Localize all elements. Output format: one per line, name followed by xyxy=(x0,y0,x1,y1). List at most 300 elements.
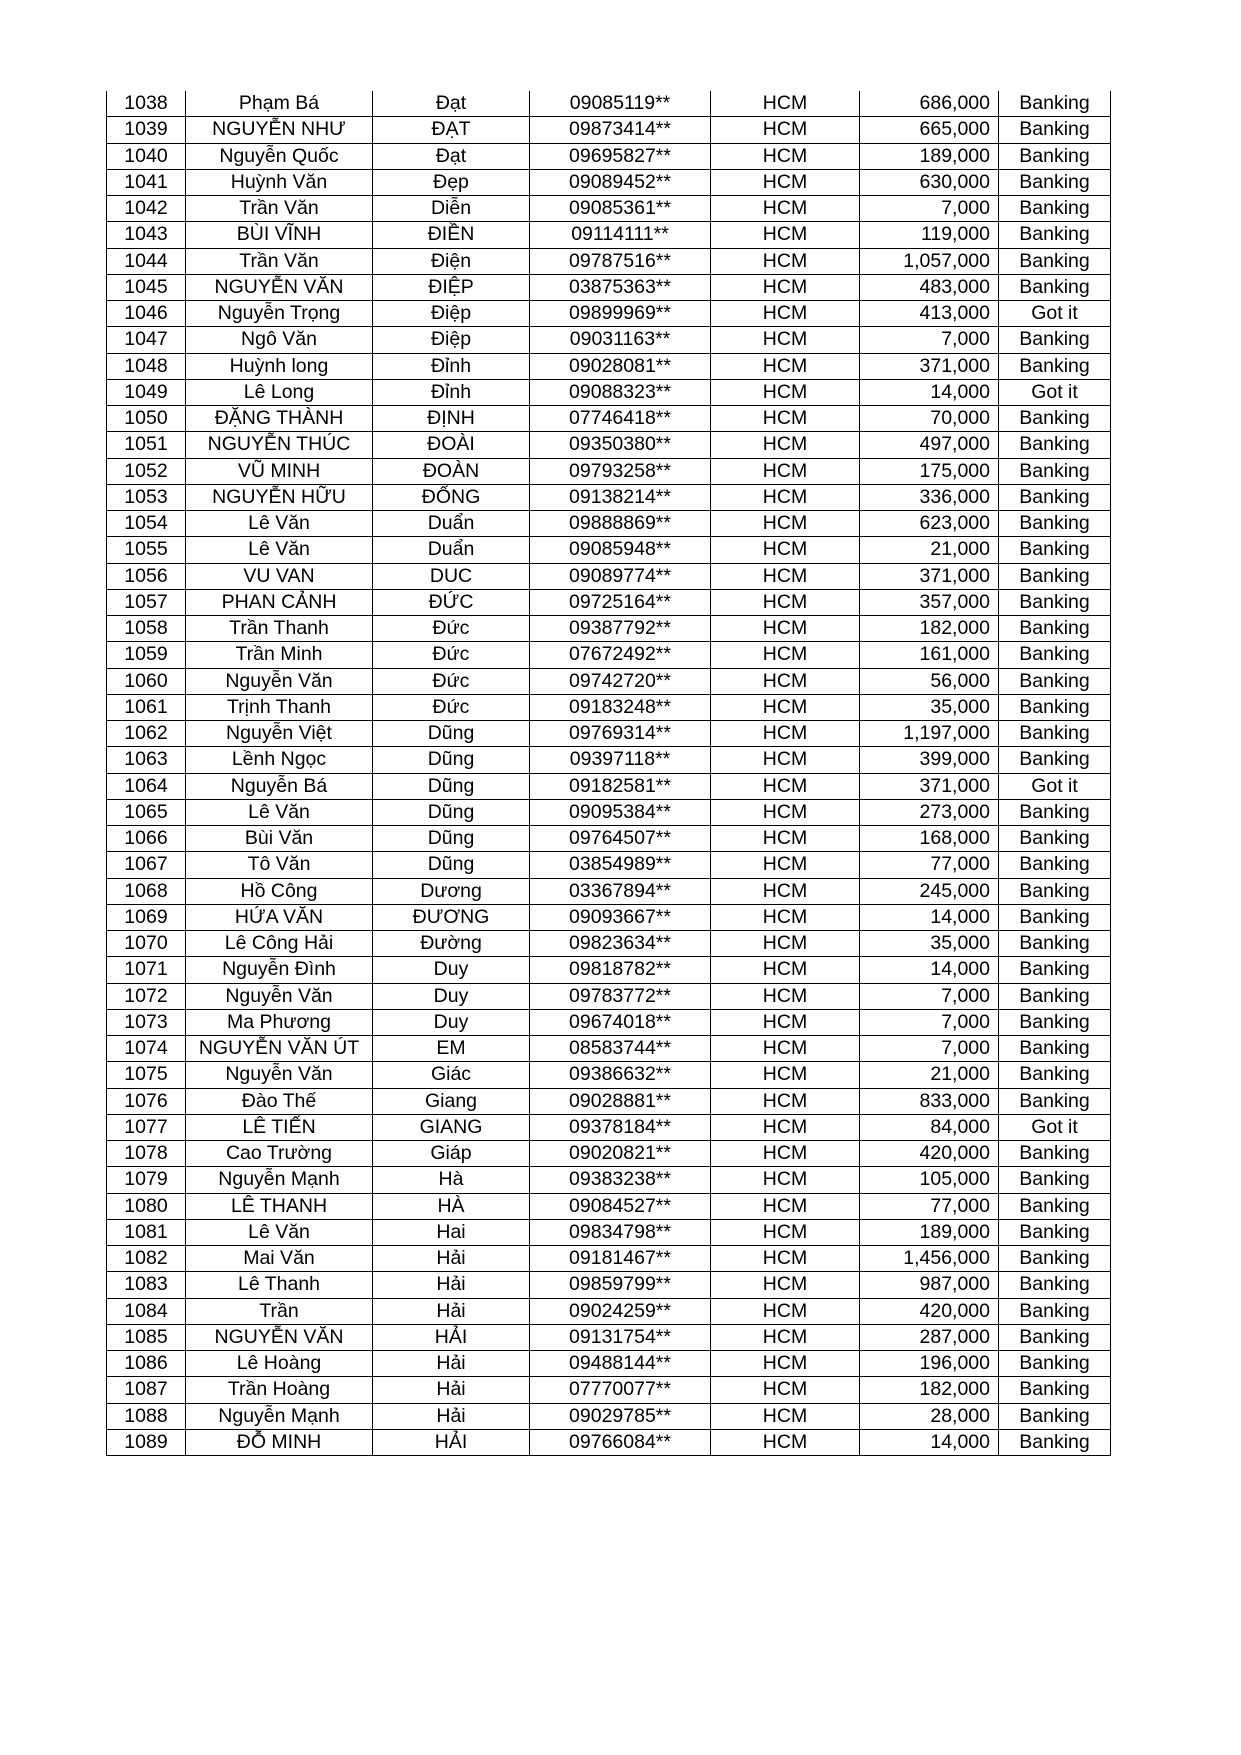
city-cell: HCM xyxy=(711,1193,860,1219)
last-name-cell: Nguyễn Mạnh xyxy=(186,1403,373,1429)
row-id-cell: 1066 xyxy=(107,826,186,852)
phone-cell: 09818782** xyxy=(530,957,711,983)
table-row xyxy=(107,1088,1111,1114)
first-name-cell: EM xyxy=(373,1036,530,1062)
last-name-cell: BÙI VĨNH xyxy=(186,222,373,248)
phone-cell: 09387792** xyxy=(530,616,711,642)
row-id-cell: 1049 xyxy=(107,379,186,405)
amount-cell: 1,057,000 xyxy=(860,248,999,274)
payment-method-cell: Banking xyxy=(999,1193,1111,1219)
last-name-cell: Lê Văn xyxy=(186,1219,373,1245)
city-cell: HCM xyxy=(711,274,860,300)
phone-cell: 09093667** xyxy=(530,904,711,930)
city-cell: HCM xyxy=(711,1219,860,1245)
last-name-cell: NGUYỄN NHƯ xyxy=(186,117,373,143)
table-row xyxy=(107,1351,1111,1377)
last-name-cell: Lềnh Ngọc xyxy=(186,747,373,773)
amount-cell: 665,000 xyxy=(860,117,999,143)
row-id-cell: 1043 xyxy=(107,222,186,248)
city-cell: HCM xyxy=(711,196,860,222)
table-row xyxy=(107,694,1111,720)
first-name-cell: ĐOÀN xyxy=(373,458,530,484)
phone-cell: 09088323** xyxy=(530,379,711,405)
phone-cell: 09873414** xyxy=(530,117,711,143)
payment-method-cell: Banking xyxy=(999,432,1111,458)
amount-cell: 497,000 xyxy=(860,432,999,458)
city-cell: HCM xyxy=(711,616,860,642)
phone-cell: 09769314** xyxy=(530,721,711,747)
phone-cell: 09028881** xyxy=(530,1088,711,1114)
last-name-cell: HỨA VĂN xyxy=(186,904,373,930)
table-row xyxy=(107,1377,1111,1403)
city-cell: HCM xyxy=(711,353,860,379)
phone-cell: 08583744** xyxy=(530,1036,711,1062)
last-name-cell: NGUYỄN VĂN xyxy=(186,274,373,300)
amount-cell: 35,000 xyxy=(860,694,999,720)
row-id-cell: 1070 xyxy=(107,931,186,957)
table-row xyxy=(107,379,1111,405)
last-name-cell: Nguyễn Quốc xyxy=(186,143,373,169)
city-cell: HCM xyxy=(711,1403,860,1429)
row-id-cell: 1040 xyxy=(107,143,186,169)
city-cell: HCM xyxy=(711,143,860,169)
phone-cell: 09764507** xyxy=(530,826,711,852)
amount-cell: 56,000 xyxy=(860,668,999,694)
payment-method-cell: Banking xyxy=(999,983,1111,1009)
table-row xyxy=(107,91,1111,117)
amount-cell: 77,000 xyxy=(860,852,999,878)
phone-cell: 09020821** xyxy=(530,1141,711,1167)
amount-cell: 7,000 xyxy=(860,327,999,353)
city-cell: HCM xyxy=(711,1298,860,1324)
city-cell: HCM xyxy=(711,117,860,143)
row-id-cell: 1060 xyxy=(107,668,186,694)
city-cell: HCM xyxy=(711,694,860,720)
amount-cell: 483,000 xyxy=(860,274,999,300)
city-cell: HCM xyxy=(711,721,860,747)
phone-cell: 09084527** xyxy=(530,1193,711,1219)
first-name-cell: Đường xyxy=(373,931,530,957)
first-name-cell: GIANG xyxy=(373,1114,530,1140)
amount-cell: 35,000 xyxy=(860,931,999,957)
last-name-cell: Mai Văn xyxy=(186,1246,373,1272)
table-row xyxy=(107,1324,1111,1350)
first-name-cell: Dũng xyxy=(373,826,530,852)
phone-cell: 09383238** xyxy=(530,1167,711,1193)
city-cell: HCM xyxy=(711,1114,860,1140)
amount-cell: 119,000 xyxy=(860,222,999,248)
phone-cell: 09089774** xyxy=(530,563,711,589)
amount-cell: 14,000 xyxy=(860,1429,999,1455)
row-id-cell: 1039 xyxy=(107,117,186,143)
phone-cell: 07746418** xyxy=(530,406,711,432)
amount-cell: 161,000 xyxy=(860,642,999,668)
table-row xyxy=(107,721,1111,747)
phone-cell: 09823634** xyxy=(530,931,711,957)
city-cell: HCM xyxy=(711,91,860,117)
table-row xyxy=(107,1246,1111,1272)
payment-method-cell: Banking xyxy=(999,327,1111,353)
payment-method-cell: Banking xyxy=(999,878,1111,904)
first-name-cell: Duy xyxy=(373,1009,530,1035)
row-id-cell: 1046 xyxy=(107,301,186,327)
phone-cell: 09031163** xyxy=(530,327,711,353)
city-cell: HCM xyxy=(711,458,860,484)
phone-cell: 09095384** xyxy=(530,799,711,825)
amount-cell: 287,000 xyxy=(860,1324,999,1350)
last-name-cell: Nguyễn Văn xyxy=(186,983,373,1009)
amount-cell: 833,000 xyxy=(860,1088,999,1114)
row-id-cell: 1048 xyxy=(107,353,186,379)
row-id-cell: 1081 xyxy=(107,1219,186,1245)
phone-cell: 09028081** xyxy=(530,353,711,379)
payment-method-cell: Banking xyxy=(999,563,1111,589)
table-row xyxy=(107,1403,1111,1429)
table-row xyxy=(107,826,1111,852)
row-id-cell: 1052 xyxy=(107,458,186,484)
last-name-cell: Trịnh Thanh xyxy=(186,694,373,720)
first-name-cell: Duy xyxy=(373,983,530,1009)
table-row xyxy=(107,1193,1111,1219)
amount-cell: 371,000 xyxy=(860,773,999,799)
payment-method-cell: Banking xyxy=(999,353,1111,379)
city-cell: HCM xyxy=(711,904,860,930)
amount-cell: 189,000 xyxy=(860,1219,999,1245)
first-name-cell: DUC xyxy=(373,563,530,589)
first-name-cell: ĐỊNH xyxy=(373,406,530,432)
table-row xyxy=(107,274,1111,300)
first-name-cell: Đức xyxy=(373,694,530,720)
table-row xyxy=(107,1114,1111,1140)
row-id-cell: 1080 xyxy=(107,1193,186,1219)
city-cell: HCM xyxy=(711,957,860,983)
row-id-cell: 1075 xyxy=(107,1062,186,1088)
last-name-cell: Huỳnh Văn xyxy=(186,169,373,195)
table-row xyxy=(107,143,1111,169)
phone-cell: 09378184** xyxy=(530,1114,711,1140)
payment-method-cell: Banking xyxy=(999,1036,1111,1062)
city-cell: HCM xyxy=(711,1272,860,1298)
phone-cell: 03367894** xyxy=(530,878,711,904)
last-name-cell: Nguyễn Đình xyxy=(186,957,373,983)
table-row xyxy=(107,1219,1111,1245)
phone-cell: 09085948** xyxy=(530,537,711,563)
phone-cell: 09674018** xyxy=(530,1009,711,1035)
first-name-cell: Duẩn xyxy=(373,511,530,537)
last-name-cell: Ngô Văn xyxy=(186,327,373,353)
city-cell: HCM xyxy=(711,301,860,327)
amount-cell: 21,000 xyxy=(860,537,999,563)
payment-method-cell: Banking xyxy=(999,1298,1111,1324)
city-cell: HCM xyxy=(711,563,860,589)
payment-method-cell: Banking xyxy=(999,169,1111,195)
city-cell: HCM xyxy=(711,642,860,668)
phone-cell: 03875363** xyxy=(530,274,711,300)
city-cell: HCM xyxy=(711,799,860,825)
amount-cell: 420,000 xyxy=(860,1298,999,1324)
phone-cell: 09783772** xyxy=(530,983,711,1009)
first-name-cell: Hải xyxy=(373,1246,530,1272)
row-id-cell: 1082 xyxy=(107,1246,186,1272)
city-cell: HCM xyxy=(711,169,860,195)
payment-method-cell: Banking xyxy=(999,589,1111,615)
phone-cell: 09089452** xyxy=(530,169,711,195)
last-name-cell: NGUYỄN HỮU xyxy=(186,484,373,510)
phone-cell: 09029785** xyxy=(530,1403,711,1429)
table-row xyxy=(107,799,1111,825)
payment-method-cell: Banking xyxy=(999,1009,1111,1035)
table-row xyxy=(107,406,1111,432)
table-row xyxy=(107,1429,1111,1455)
first-name-cell: Hai xyxy=(373,1219,530,1245)
last-name-cell: Lê Văn xyxy=(186,511,373,537)
row-id-cell: 1038 xyxy=(107,91,186,117)
amount-cell: 77,000 xyxy=(860,1193,999,1219)
last-name-cell: Lê Thanh xyxy=(186,1272,373,1298)
city-cell: HCM xyxy=(711,1351,860,1377)
payment-method-cell: Banking xyxy=(999,1088,1111,1114)
first-name-cell: Dũng xyxy=(373,747,530,773)
first-name-cell: ĐỐNG xyxy=(373,484,530,510)
payment-method-cell: Banking xyxy=(999,852,1111,878)
row-id-cell: 1065 xyxy=(107,799,186,825)
last-name-cell: Trần Minh xyxy=(186,642,373,668)
payment-method-cell: Banking xyxy=(999,668,1111,694)
payment-method-cell: Banking xyxy=(999,721,1111,747)
city-cell: HCM xyxy=(711,668,860,694)
city-cell: HCM xyxy=(711,931,860,957)
table-row xyxy=(107,957,1111,983)
amount-cell: 623,000 xyxy=(860,511,999,537)
table-row xyxy=(107,563,1111,589)
last-name-cell: Bùi Văn xyxy=(186,826,373,852)
city-cell: HCM xyxy=(711,852,860,878)
payment-method-cell: Banking xyxy=(999,222,1111,248)
row-id-cell: 1042 xyxy=(107,196,186,222)
row-id-cell: 1056 xyxy=(107,563,186,589)
table-row xyxy=(107,589,1111,615)
last-name-cell: Nguyễn Việt xyxy=(186,721,373,747)
first-name-cell: Dũng xyxy=(373,852,530,878)
city-cell: HCM xyxy=(711,1036,860,1062)
last-name-cell: ĐẶNG THÀNH xyxy=(186,406,373,432)
last-name-cell: Trần xyxy=(186,1298,373,1324)
payment-method-cell: Banking xyxy=(999,1167,1111,1193)
table-row xyxy=(107,1298,1111,1324)
table-row xyxy=(107,484,1111,510)
amount-cell: 7,000 xyxy=(860,1009,999,1035)
payment-method-cell: Banking xyxy=(999,1272,1111,1298)
amount-cell: 105,000 xyxy=(860,1167,999,1193)
last-name-cell: Nguyễn Văn xyxy=(186,668,373,694)
first-name-cell: ĐIỆP xyxy=(373,274,530,300)
first-name-cell: Hải xyxy=(373,1298,530,1324)
table-row xyxy=(107,878,1111,904)
city-cell: HCM xyxy=(711,1246,860,1272)
row-id-cell: 1058 xyxy=(107,616,186,642)
city-cell: HCM xyxy=(711,747,860,773)
payment-method-cell: Banking xyxy=(999,642,1111,668)
amount-cell: 413,000 xyxy=(860,301,999,327)
first-name-cell: Diễn xyxy=(373,196,530,222)
last-name-cell: Tô Văn xyxy=(186,852,373,878)
row-id-cell: 1055 xyxy=(107,537,186,563)
table-row xyxy=(107,196,1111,222)
table-row xyxy=(107,1009,1111,1035)
last-name-cell: Lê Văn xyxy=(186,799,373,825)
last-name-cell: Trần Thanh xyxy=(186,616,373,642)
table-row xyxy=(107,327,1111,353)
table-row xyxy=(107,773,1111,799)
city-cell: HCM xyxy=(711,1377,860,1403)
table-row xyxy=(107,747,1111,773)
table-row xyxy=(107,1141,1111,1167)
first-name-cell: Đức xyxy=(373,616,530,642)
city-cell: HCM xyxy=(711,327,860,353)
last-name-cell: Nguyễn Mạnh xyxy=(186,1167,373,1193)
amount-cell: 357,000 xyxy=(860,589,999,615)
amount-cell: 168,000 xyxy=(860,826,999,852)
last-name-cell: Lê Văn xyxy=(186,537,373,563)
row-id-cell: 1054 xyxy=(107,511,186,537)
payment-method-cell: Banking xyxy=(999,537,1111,563)
phone-cell: 09085119** xyxy=(530,91,711,117)
phone-cell: 09787516** xyxy=(530,248,711,274)
amount-cell: 399,000 xyxy=(860,747,999,773)
row-id-cell: 1073 xyxy=(107,1009,186,1035)
city-cell: HCM xyxy=(711,773,860,799)
phone-cell: 09182581** xyxy=(530,773,711,799)
phone-cell: 09131754** xyxy=(530,1324,711,1350)
phone-cell: 09899969** xyxy=(530,301,711,327)
phone-cell: 09488144** xyxy=(530,1351,711,1377)
payment-method-cell: Got it xyxy=(999,301,1111,327)
last-name-cell: NGUYỄN VĂN xyxy=(186,1324,373,1350)
row-id-cell: 1062 xyxy=(107,721,186,747)
last-name-cell: Cao Trường xyxy=(186,1141,373,1167)
first-name-cell: Đạt xyxy=(373,91,530,117)
table-row xyxy=(107,931,1111,957)
amount-cell: 21,000 xyxy=(860,1062,999,1088)
table-row xyxy=(107,1272,1111,1298)
first-name-cell: Dương xyxy=(373,878,530,904)
amount-cell: 630,000 xyxy=(860,169,999,195)
payment-method-cell: Banking xyxy=(999,274,1111,300)
last-name-cell: Trần Văn xyxy=(186,248,373,274)
amount-cell: 371,000 xyxy=(860,353,999,379)
phone-cell: 09859799** xyxy=(530,1272,711,1298)
city-cell: HCM xyxy=(711,1062,860,1088)
phone-cell: 09766084** xyxy=(530,1429,711,1455)
amount-cell: 371,000 xyxy=(860,563,999,589)
payment-method-cell: Banking xyxy=(999,694,1111,720)
first-name-cell: Hải xyxy=(373,1403,530,1429)
row-id-cell: 1063 xyxy=(107,747,186,773)
last-name-cell: Lê Long xyxy=(186,379,373,405)
payment-method-cell: Banking xyxy=(999,406,1111,432)
table-row xyxy=(107,222,1111,248)
phone-cell: 07770077** xyxy=(530,1377,711,1403)
city-cell: HCM xyxy=(711,248,860,274)
row-id-cell: 1076 xyxy=(107,1088,186,1114)
row-id-cell: 1089 xyxy=(107,1429,186,1455)
amount-cell: 182,000 xyxy=(860,616,999,642)
payment-method-cell: Banking xyxy=(999,484,1111,510)
data-table xyxy=(106,91,1111,1456)
phone-cell: 09350380** xyxy=(530,432,711,458)
city-cell: HCM xyxy=(711,1009,860,1035)
first-name-cell: Đức xyxy=(373,642,530,668)
first-name-cell: ĐỨC xyxy=(373,589,530,615)
first-name-cell: Dũng xyxy=(373,799,530,825)
row-id-cell: 1074 xyxy=(107,1036,186,1062)
payment-method-cell: Banking xyxy=(999,1219,1111,1245)
last-name-cell: Lê Công Hải xyxy=(186,931,373,957)
payment-method-cell: Banking xyxy=(999,511,1111,537)
last-name-cell: Đào Thế xyxy=(186,1088,373,1114)
amount-cell: 7,000 xyxy=(860,196,999,222)
last-name-cell: NGUYỄN THÚC xyxy=(186,432,373,458)
row-id-cell: 1057 xyxy=(107,589,186,615)
first-name-cell: Điệp xyxy=(373,301,530,327)
first-name-cell: Giáp xyxy=(373,1141,530,1167)
first-name-cell: Đức xyxy=(373,668,530,694)
phone-cell: 09181467** xyxy=(530,1246,711,1272)
last-name-cell: Nguyễn Trọng xyxy=(186,301,373,327)
payment-method-cell: Banking xyxy=(999,117,1111,143)
first-name-cell: ĐẠT xyxy=(373,117,530,143)
payment-method-cell: Banking xyxy=(999,91,1111,117)
city-cell: HCM xyxy=(711,826,860,852)
amount-cell: 14,000 xyxy=(860,957,999,983)
amount-cell: 14,000 xyxy=(860,904,999,930)
phone-cell: 09742720** xyxy=(530,668,711,694)
first-name-cell: Giác xyxy=(373,1062,530,1088)
first-name-cell: ĐOÀI xyxy=(373,432,530,458)
first-name-cell: HÀ xyxy=(373,1193,530,1219)
phone-cell: 09888869** xyxy=(530,511,711,537)
row-id-cell: 1084 xyxy=(107,1298,186,1324)
payment-method-cell: Banking xyxy=(999,1377,1111,1403)
row-id-cell: 1053 xyxy=(107,484,186,510)
last-name-cell: Trần Văn xyxy=(186,196,373,222)
city-cell: HCM xyxy=(711,537,860,563)
city-cell: HCM xyxy=(711,511,860,537)
row-id-cell: 1078 xyxy=(107,1141,186,1167)
row-id-cell: 1044 xyxy=(107,248,186,274)
first-name-cell: HẢI xyxy=(373,1324,530,1350)
amount-cell: 14,000 xyxy=(860,379,999,405)
first-name-cell: Duẩn xyxy=(373,537,530,563)
city-cell: HCM xyxy=(711,1324,860,1350)
payment-method-cell: Banking xyxy=(999,143,1111,169)
city-cell: HCM xyxy=(711,379,860,405)
table-row xyxy=(107,983,1111,1009)
last-name-cell: Ma Phương xyxy=(186,1009,373,1035)
last-name-cell: NGUYỄN VĂN ÚT xyxy=(186,1036,373,1062)
phone-cell: 09183248** xyxy=(530,694,711,720)
city-cell: HCM xyxy=(711,1167,860,1193)
phone-cell: 07672492** xyxy=(530,642,711,668)
table-row xyxy=(107,353,1111,379)
phone-cell: 09024259** xyxy=(530,1298,711,1324)
phone-cell: 03854989** xyxy=(530,852,711,878)
table-row xyxy=(107,169,1111,195)
first-name-cell: Đẹp xyxy=(373,169,530,195)
table-row xyxy=(107,432,1111,458)
table-row xyxy=(107,511,1111,537)
row-id-cell: 1079 xyxy=(107,1167,186,1193)
